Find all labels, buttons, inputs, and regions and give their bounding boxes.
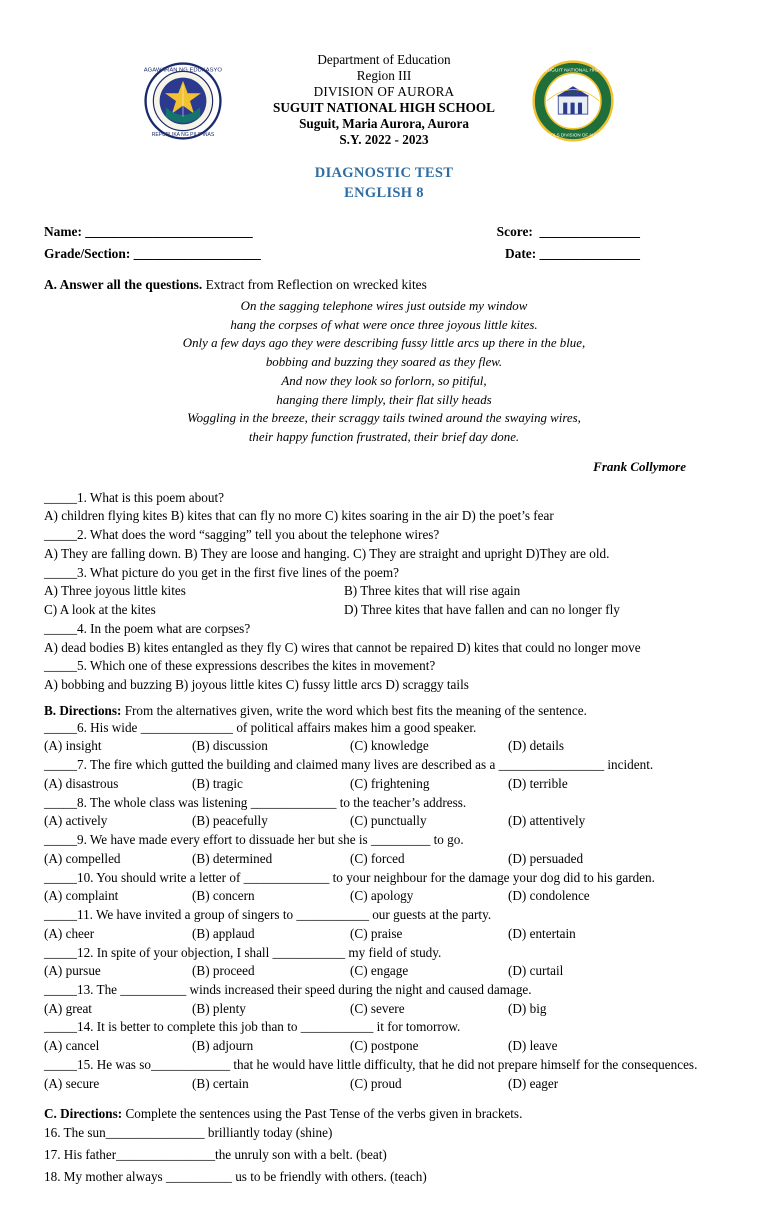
question-14-options[interactable]	[44, 1037, 724, 1056]
question-12-option-d[interactable]: (D) curtail	[508, 963, 564, 979]
question-18[interactable]: 18. My mother always __________ us to be friendly with others. (teach)	[44, 1168, 427, 1184]
question-8-option-b[interactable]: (B) peacefully	[192, 813, 268, 829]
header-line-department: Department of Education	[317, 52, 451, 67]
section-b-heading	[44, 703, 724, 719]
header-line-region: Region III	[356, 68, 412, 84]
question-12-option-b[interactable]: (B) proceed	[192, 963, 255, 979]
question-4-options[interactable]: A) dead bodies B) kites entangled as they fly C) wires that cannot be repaired D) kites that could no longer move	[44, 639, 641, 655]
question-14-option-b[interactable]: (B) adjourn	[192, 1038, 254, 1054]
question-6-option-b[interactable]: (B) discussion	[192, 738, 268, 754]
question-13-option-a[interactable]: (A) great	[44, 1000, 92, 1016]
question-11-option-d[interactable]: (D) entertain	[508, 925, 576, 941]
question-2-options[interactable]: A) They are falling down. B) They are loose and hanging. C) They are straight and upright D)They are old.	[44, 545, 610, 561]
question-10: _____10. You should write a letter of _____________ to your neighbour for the damage your dog did to his garden.	[44, 869, 655, 885]
header-line-school: SUGUIT NATIONAL HIGH SCHOOL	[273, 100, 495, 116]
question-11-option-b[interactable]: (B) applaud	[192, 925, 255, 941]
question-3-option-b[interactable]: B) Three kites that will rise again	[344, 583, 521, 599]
poem-line: And now they look so forlorn, so pitiful,	[281, 373, 487, 388]
section-b-heading-rest: From the alternatives given, write the word which best fits the meaning of the sentence.	[121, 702, 587, 718]
question-3-options-row-2[interactable]	[44, 601, 724, 620]
question-13-options[interactable]	[44, 1000, 724, 1019]
question-14-option-a[interactable]: (A) cancel	[44, 1038, 100, 1054]
question-7-option-a[interactable]: (A) disastrous	[44, 775, 119, 791]
question-9-option-a[interactable]: (A) compelled	[44, 850, 121, 866]
question-10-option-a[interactable]: (A) complaint	[44, 888, 119, 904]
question-12-options[interactable]	[44, 962, 724, 981]
question-8-option-a[interactable]: (A) actively	[44, 813, 108, 829]
question-10-option-b[interactable]: (B) concern	[192, 888, 255, 904]
question-7: _____7. The fire which gutted the building and claimed many lives are described as a ________________ incident.	[44, 757, 654, 773]
section-c-heading-bold: C. Directions:	[44, 1106, 123, 1122]
poem-line: Woggling in the breeze, their scraggy tails twined around the swaying wires,	[187, 411, 581, 426]
grade-section-field-label[interactable]: Grade/Section: ___________________	[44, 245, 261, 261]
svg-text:SCHOOLS DIVISION OF AURORA: SCHOOLS DIVISION OF AURORA	[537, 132, 609, 138]
question-9: _____9. We have made every effort to dissuade her but she is _________ to go.	[44, 832, 464, 848]
svg-text:2014: 2014	[567, 91, 579, 97]
question-10-options[interactable]	[44, 887, 724, 906]
question-15-option-a[interactable]: (A) secure	[44, 1075, 100, 1091]
question-8-options[interactable]	[44, 812, 724, 831]
poem-text	[44, 297, 724, 447]
poem-line: Only a few days ago they were describing fussy little arcs up there in the blue,	[182, 336, 586, 351]
poem-line: hang the corpses of what were once three joyous little kites.	[230, 317, 538, 332]
question-1-options[interactable]: A) children flying kites B) kites that can fly no more C) kites soaring in the air D) the poet’s fear	[44, 508, 554, 524]
question-3-option-c[interactable]: C) A look at the kites	[44, 602, 156, 618]
score-field-label[interactable]: Score: _______________	[496, 224, 640, 240]
question-14-option-c[interactable]: (C) postpone	[350, 1038, 419, 1054]
section-a-heading-bold: A. Answer all the questions.	[44, 277, 203, 292]
question-13: _____13. The __________ winds increased their speed during the night and caused damage.	[44, 981, 532, 997]
question-3-options-row-1[interactable]	[44, 582, 724, 601]
question-12: _____12. In spite of your objection, I shall ___________ my field of study.	[44, 944, 442, 960]
document-title	[44, 164, 724, 203]
question-15-options[interactable]	[44, 1075, 724, 1094]
svg-text:KAGAWARAN NG EDUKASYON: KAGAWARAN NG EDUKASYON	[144, 67, 222, 74]
question-15-option-c[interactable]: (C) proud	[350, 1075, 402, 1091]
section-a-heading	[44, 277, 724, 293]
question-4: _____4. In the poem what are corpses?	[44, 620, 251, 636]
title-line-1: DIAGNOSTIC TEST	[314, 165, 454, 181]
question-6-option-c[interactable]: (C) knowledge	[350, 738, 429, 754]
question-8-option-c[interactable]: (C) punctually	[350, 813, 427, 829]
document-header	[44, 40, 724, 150]
poem-line: On the sagging telephone wires just outside my window	[240, 299, 528, 313]
question-6-options[interactable]	[44, 737, 724, 756]
question-9-option-b[interactable]: (B) determined	[192, 850, 273, 866]
question-13-option-d[interactable]: (D) big	[508, 1000, 547, 1016]
title-line-2: ENGLISH 8	[344, 184, 424, 201]
header-line-division: DIVISION OF AURORA	[313, 84, 455, 100]
question-10-option-c[interactable]: (C) apology	[350, 888, 414, 904]
question-6-option-d[interactable]: (D) details	[508, 738, 565, 754]
svg-text:SUGUIT NATIONAL HIGH: SUGUIT NATIONAL HIGH	[544, 68, 602, 74]
poem-line: bobbing and buzzing they soared as they flew.	[265, 355, 503, 370]
student-info-block	[44, 221, 724, 264]
poem-author: Frank Collymore	[593, 458, 686, 474]
section-a-questions	[44, 489, 724, 695]
question-9-option-c[interactable]: (C) forced	[350, 850, 405, 866]
question-11-options[interactable]	[44, 925, 724, 944]
question-7-option-d[interactable]: (D) terrible	[508, 775, 568, 791]
deped-logo-icon	[144, 62, 222, 140]
question-15: _____15. He was so____________ that he would have little difficulty, that he did not prepare himself for the consequences.	[44, 1056, 698, 1072]
date-field-label[interactable]: Date: _______________	[504, 245, 640, 261]
question-15-option-d[interactable]: (D) eager	[508, 1075, 559, 1091]
question-6: _____6. His wide ______________ of political affairs makes him a good speaker.	[44, 719, 477, 735]
question-14: _____14. It is better to complete this job than to ___________ it for tomorrow.	[44, 1019, 461, 1035]
question-15-option-b[interactable]: (B) certain	[192, 1075, 249, 1091]
question-13-option-c[interactable]: (C) severe	[350, 1000, 405, 1016]
question-2: _____2. What does the word “sagging” tell you about the telephone wires?	[44, 527, 440, 543]
question-5-options[interactable]: A) bobbing and buzzing B) joyous little kites C) fussy little arcs D) scraggy tails	[44, 676, 469, 692]
section-c-heading-rest: Complete the sentences using the Past Tense of the verbs given in brackets.	[122, 1106, 523, 1122]
question-5: _____5. Which one of these expressions describes the kites in movement?	[44, 658, 436, 674]
question-11-option-c[interactable]: (C) praise	[350, 925, 403, 941]
svg-text:REPUBLIKA NG PILIPINAS: REPUBLIKA NG PILIPINAS	[151, 132, 215, 139]
question-12-option-a[interactable]: (A) pursue	[44, 963, 101, 979]
header-line-schoolyear: S.Y. 2022 - 2023	[339, 132, 429, 148]
question-3-option-a[interactable]: A) Three joyous little kites	[44, 583, 186, 599]
question-16[interactable]: 16. The sun_______________ brilliantly today (shine)	[44, 1125, 333, 1141]
question-3-option-d[interactable]: D) Three kites that have fallen and can no longer fly	[344, 602, 620, 618]
section-c-items	[44, 1122, 724, 1187]
poem-line: their happy function frustrated, their brief day done.	[248, 429, 520, 444]
question-11: _____11. We have invited a group of singers to ___________ our guests at the party.	[44, 907, 492, 923]
poem-line: hanging there limply, their flat silly heads	[276, 392, 492, 407]
school-seal-icon	[532, 60, 614, 142]
question-1: _____1. What is this poem about?	[44, 489, 224, 505]
question-17[interactable]: 17. His father_______________the unruly son with a belt. (beat)	[44, 1147, 387, 1163]
question-11-option-a[interactable]: (A) cheer	[44, 925, 95, 941]
section-a-heading-rest: Extract from Reflection on wrecked kites	[202, 277, 427, 292]
question-8: _____8. The whole class was listening _____________ to the teacher’s address.	[44, 794, 467, 810]
section-b-items	[44, 719, 724, 1094]
question-8-option-d[interactable]: (D) attentively	[508, 813, 586, 829]
question-9-option-d[interactable]: (D) persuaded	[508, 850, 584, 866]
question-7-option-c[interactable]: (C) frightening	[350, 775, 430, 791]
question-10-option-d[interactable]: (D) condolence	[508, 888, 590, 904]
question-7-option-b[interactable]: (B) tragic	[192, 775, 243, 791]
section-b-heading-bold: B. Directions:	[44, 702, 122, 718]
question-14-option-d[interactable]: (D) leave	[508, 1038, 558, 1054]
name-field-label[interactable]: Name: _________________________	[44, 224, 253, 240]
header-line-address: Suguit, Maria Aurora, Aurora	[299, 116, 469, 132]
question-3: _____3. What picture do you get in the first five lines of the poem?	[44, 564, 399, 580]
question-9-options[interactable]	[44, 850, 724, 869]
question-12-option-c[interactable]: (C) engage	[350, 963, 409, 979]
section-c-heading	[44, 1106, 724, 1122]
question-7-options[interactable]	[44, 775, 724, 794]
question-6-option-a[interactable]: (A) insight	[44, 738, 102, 754]
header-text-block	[273, 40, 495, 149]
question-13-option-b[interactable]: (B) plenty	[192, 1000, 246, 1016]
